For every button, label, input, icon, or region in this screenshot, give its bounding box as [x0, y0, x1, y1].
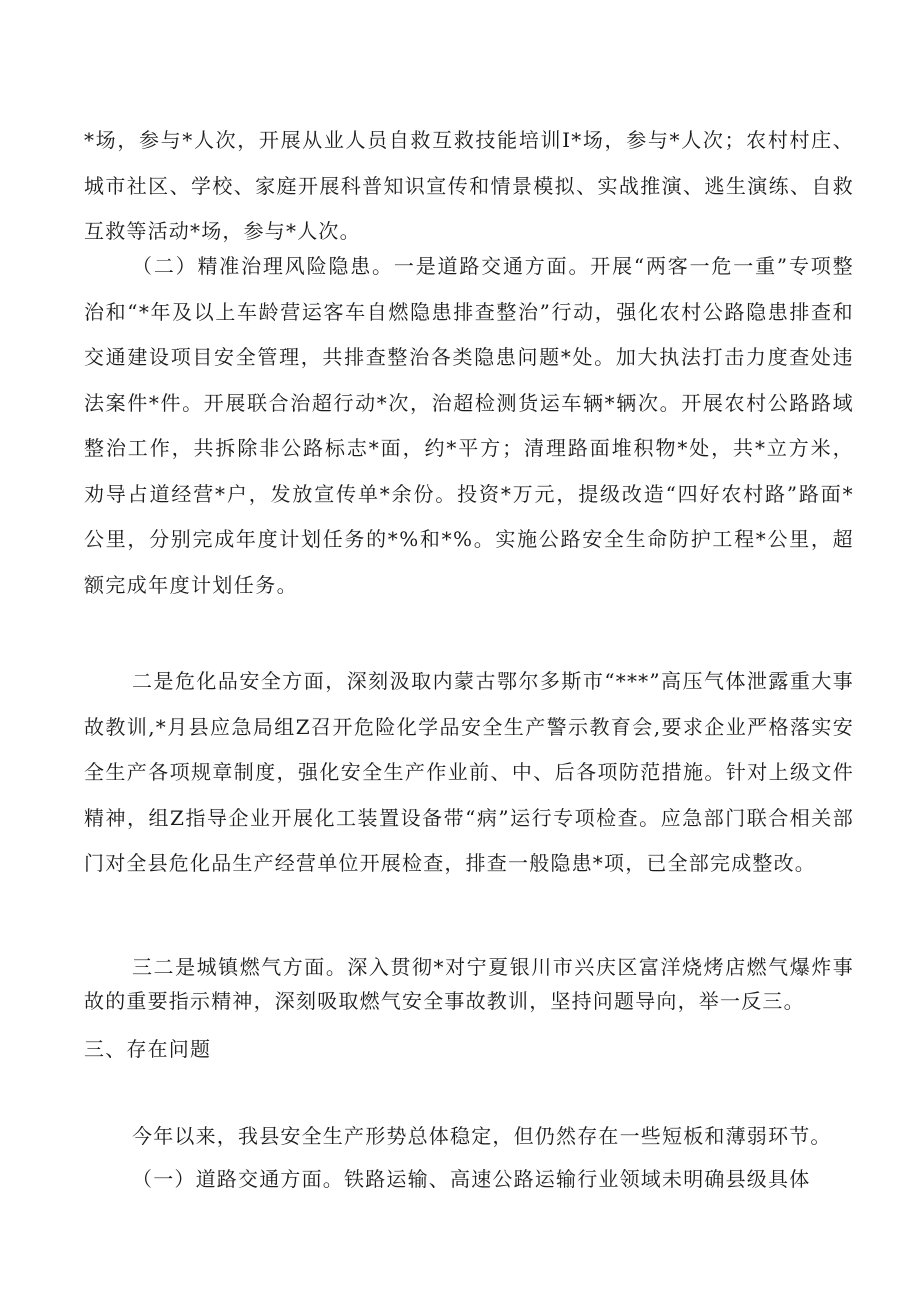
paragraph-risk-governance: （二）精准治理风险隐患。一是道路交通方面。开展“两客一危一重”专项整治和“*年及以上车龄营运客车自燃隐患排查整治”行动，强化农村公路隐患排查和交通建设项目安全管理，共排查整治各类隐患问题*处。加大执法打击力度查处违法案件*件。开展联合治超行动*次，治超检测货运车辆*辆次。开展农村公路路域整治工作，共拆除非公路标志*面，约*平方；清理路面堆积物*处，共*立方米，劝导占道经营*户，发放宣传单*余份。投资*万元，提级改造“四好农村路”路面*公里，分别完成年度计划任务的*%和*%。实施公路安全生命防护工程*公里，超额完成年度计划任务。 — [84, 254, 854, 597]
paragraph-overall-situation: 今年以来，我县安全生产形势总体稳定，但仍然存在一些短板和薄弱环节。 — [132, 1124, 832, 1148]
paragraph-hazardous-chemicals: 二是危化品安全方面，深刻汲取内蒙古鄂尔多斯市“***”高压气体泄露重大事故教训,*月县应急局组Z召开危险化学品安全生产警示教育会,要求企业严格落实安全生产各项规章制度，强化安全生产作业前、中、后各项防范措施。针对上级文件精神，组Z指导企业开展化工装置设备带“病”运行专项检查。应急部门联合相关部门对全县危化品生产经营单位开展检查，排查一般隐患*项，已全部完成整改。 — [84, 669, 854, 875]
paragraph-training-stats: *场，参与*人次，开展从业人员自救互救技能培训I*场，参与*人次；农村村庄、城市社区、学校、家庭开展科普知识宣传和情景模拟、实战推演、逃生演练、自救互救等活动*场，参与*人次。 — [84, 128, 854, 243]
paragraph-urban-gas: 三二是城镇燃气方面。深入贯彻*对宁夏银川市兴庆区富洋烧烤店燃气爆炸事故的重要指示精神，深刻吸取燃气安全事故教训，坚持问题导向，举一反三。 — [84, 955, 854, 1013]
section-heading-problems: 三、存在问题 — [84, 1037, 212, 1061]
paragraph-road-traffic-issues: （一）道路交通方面。铁路运输、高速公路运输行业领域未明确县级具体 — [132, 1167, 811, 1191]
